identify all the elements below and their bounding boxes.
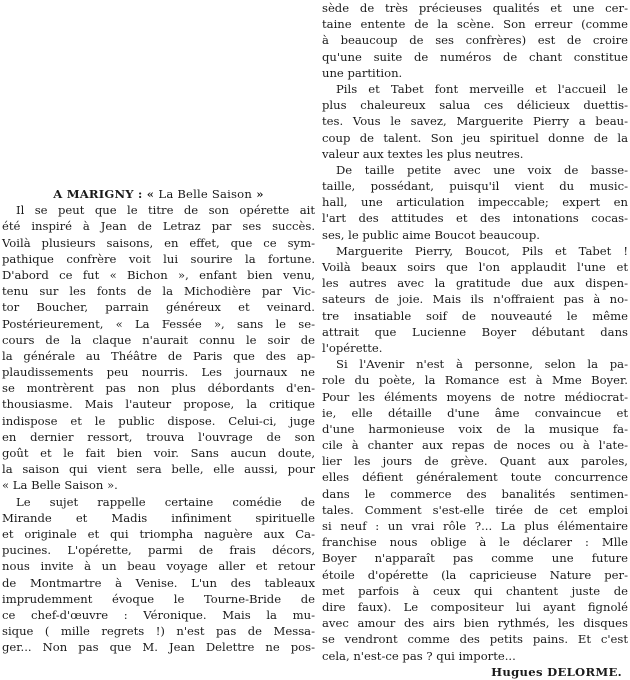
text-line: Postérieurement, « La Fessée », sans le se- bbox=[2, 316, 315, 331]
text-line: se montrèrent pas non plus débordants d'en- bbox=[2, 381, 315, 396]
text-line: « La Belle Saison ». bbox=[2, 478, 118, 493]
text-line: ses, le public aime Boucot beaucoup. bbox=[322, 227, 540, 242]
text-line: avec amour des airs bien rythmés, les disques bbox=[322, 616, 628, 631]
text-line: ce chef-d'œuvre : Véronique. Mais la mu- bbox=[2, 607, 315, 622]
text-line: tor Boucher, parrain généreux et veinard. bbox=[2, 300, 315, 315]
text-line: indispose et le public dispose. Celui-ci, juge bbox=[2, 413, 315, 428]
text-line: de Montmartre à Venise. L'un des tableaux bbox=[2, 575, 315, 590]
text-line: été inspiré à Jean de Letraz par ses succès. bbox=[2, 219, 315, 234]
text-line: les autres avec la gratitude due aux dispen- bbox=[322, 276, 628, 291]
text-line: à beaucoup de ses confrères) est de croire bbox=[322, 33, 628, 48]
text-line: sède de très précieuses qualités et une cer- bbox=[322, 1, 628, 15]
text-line: d'une harmonieuse voix de la musique fa- bbox=[322, 421, 628, 436]
text-line: sateurs de joie. Mais ils n'offraient pas à no- bbox=[322, 292, 628, 307]
heading-title: La Belle Saison bbox=[158, 187, 253, 201]
text-line: taine entente de la scène. Son erreur (comme bbox=[322, 17, 628, 32]
text-line: ie, elle détaille d'une âme convaincue et bbox=[322, 405, 628, 420]
heading-prefix: A MARIGNY : « bbox=[53, 187, 155, 201]
text-line: goût et le fait bien voir. Sans aucun doute, bbox=[2, 446, 315, 461]
text-line: cela, n'est-ce pas ? qui importe... bbox=[322, 648, 516, 663]
text-line: la saison qui vient sera belle, elle aussi, pour bbox=[2, 462, 315, 477]
text-line: Voilà beaux soirs que l'on applaudit l'une et bbox=[322, 260, 628, 274]
text-line: tenu sur les fonts de la Michodière par Vic- bbox=[2, 284, 315, 299]
text-line: Si l'Avenir n'est à personne, selon la pa- bbox=[336, 357, 628, 372]
article-heading bbox=[2, 186, 315, 202]
text-line: Pour les éléments moyens de notre médiocrat- bbox=[322, 389, 628, 404]
text-line: dire faux). Le compositeur lui ayant fignolé bbox=[322, 599, 628, 614]
text-line: valeur aux textes les plus neutres. bbox=[322, 146, 524, 161]
text-line: tes. Vous le savez, Marguerite Pierry a beau- bbox=[322, 114, 628, 129]
text-line: pathique confrère voit lui sourire la fortune. bbox=[2, 251, 315, 266]
text-line: l'art des attitudes et des intonations cocas- bbox=[322, 211, 628, 226]
text-line: role du poète, la Romance est à Mme Boyer. bbox=[322, 373, 628, 388]
text-line: la générale au Théâtre de Paris que des ap- bbox=[2, 348, 315, 363]
text-line: sique ( mille regrets !) n'est pas de Messa- bbox=[2, 624, 315, 639]
left-column bbox=[2, 186, 315, 655]
text-line: Pils et Tabet font merveille et l'accueil le bbox=[336, 81, 628, 96]
text-line: coup de talent. Son jeu spirituel donne de la bbox=[322, 130, 628, 145]
left-column-text bbox=[2, 202, 315, 655]
text-line: pucines. L'opérette, parmi de frais décors, bbox=[2, 543, 315, 558]
text-line: lier les jours de grève. Quant aux paroles, bbox=[322, 454, 628, 469]
text-line: plus chaleureux salua ces délicieux duettis- bbox=[322, 98, 628, 113]
text-line: De taille petite avec une voix de basse- bbox=[336, 162, 628, 177]
text-line: D'abord ce fut « Bichon », enfant bien venu, bbox=[2, 267, 315, 282]
text-line: se vendront comme des petits pains. Et c'est bbox=[322, 632, 628, 647]
text-line: Boyer n'apparaît pas comme une future bbox=[322, 551, 628, 566]
text-line: taille, possédant, puisqu'il vient du music- bbox=[322, 179, 628, 194]
text-line: en dernier ressort, trouva l'ouvrage de son bbox=[2, 429, 315, 444]
text-line: Le sujet rappelle certaine comédie de bbox=[16, 494, 315, 509]
right-column-text bbox=[322, 0, 628, 664]
text-line: Il se peut que le titre de son opérette ait bbox=[16, 203, 315, 218]
text-line: qu'une suite de numéros de chant constitue bbox=[322, 49, 628, 64]
text-line: franchise nous oblige à le déclarer : Mlle bbox=[322, 535, 628, 550]
text-line: étoile d'opérette (la capricieuse Nature per- bbox=[322, 567, 628, 582]
text-line: nous invite à un beau voyage aller et retour bbox=[2, 559, 315, 574]
text-line: si neuf : un vrai rôle ?... La plus élémentaire bbox=[322, 519, 628, 533]
text-line: Mirande et Madis infiniment spirituelle bbox=[2, 510, 315, 525]
heading-suffix: » bbox=[256, 187, 264, 201]
text-line: tales. Comment s'est-elle tirée de cet emploi bbox=[322, 502, 628, 517]
text-line: imprudemment évoque le Tourne-Bride de bbox=[2, 591, 315, 606]
text-line: tre insatiable soif de nouveauté le même bbox=[322, 308, 628, 323]
text-line: Marguerite Pierry, Boucot, Pils et Tabet ! bbox=[336, 243, 628, 258]
text-line: ger... Non pas que M. Jean Delettre ne pos- bbox=[2, 640, 315, 655]
author-signature: Hugues DELORME. bbox=[491, 664, 622, 679]
text-line: Voilà plusieurs saisons, en effet, que ce sym- bbox=[2, 235, 315, 250]
right-column bbox=[322, 0, 628, 680]
text-line: attrait que Lucienne Boyer débutant dans bbox=[322, 324, 628, 339]
text-line: l'opérette. bbox=[322, 340, 383, 355]
text-line: elles défient généralement toute concurrence bbox=[322, 470, 628, 485]
text-line: et originale et qui triompha naguère aux Ca- bbox=[2, 526, 315, 541]
text-line: dans le commerce des banalités sentimen- bbox=[322, 486, 628, 501]
text-line: met parfois à ceux qui chantent juste de bbox=[322, 583, 628, 598]
text-line: plaudissements peu nourris. Les journaux ne bbox=[2, 365, 315, 380]
text-line: cours de la claque n'aurait connu le soir de bbox=[2, 332, 315, 347]
text-line: hall, une articulation impeccable; expert en bbox=[322, 195, 628, 210]
text-line: cile à chanter aux repas de noces ou à l'ate- bbox=[322, 438, 628, 453]
text-line: une partition. bbox=[322, 65, 403, 80]
text-line: thousiasme. Mais l'auteur propose, la critique bbox=[2, 397, 315, 412]
